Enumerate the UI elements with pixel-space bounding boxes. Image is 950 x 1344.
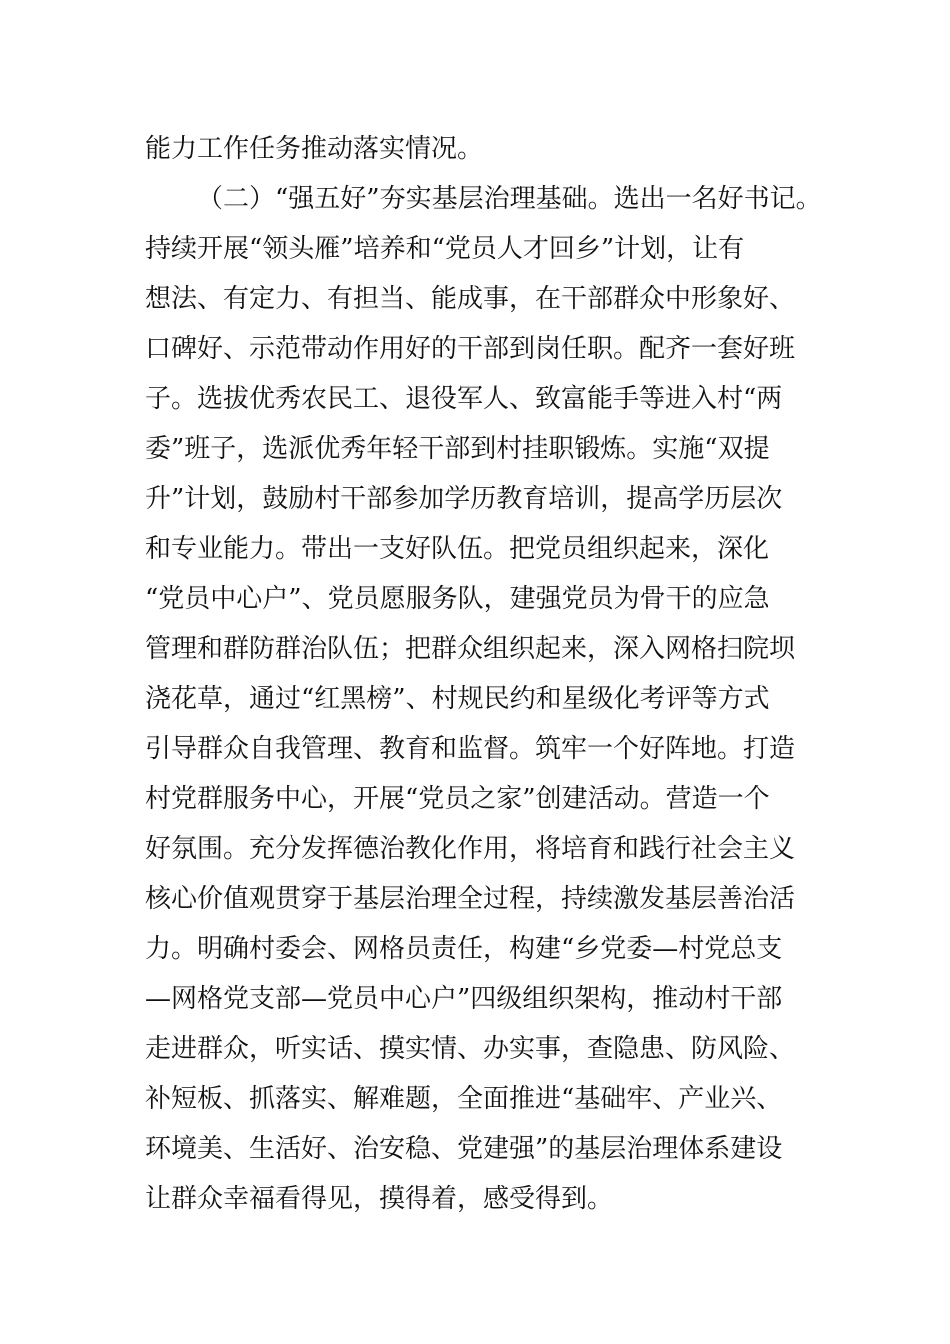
text-line: —网格党支部—党员中心户”四级组织架构，推动村干部 xyxy=(145,984,783,1014)
text-line: 走进群众，听实话、摸实情、办实事，查隐患、防风险、 xyxy=(145,1034,796,1064)
text-line: 让群众幸福看得见，摸得着，感受得到。 xyxy=(145,1184,614,1214)
text-line: 补短板、抓落实、解难题，全面推进“基础牢、产业兴、 xyxy=(145,1084,783,1114)
text-line: 浇花草，通过“红黑榜”、村规民约和星级化考评等方式 xyxy=(145,684,770,714)
text-line: 管理和群防群治队伍；把群众组织起来，深入网格扫院坝 xyxy=(145,634,796,664)
text-line: 引导群众自我管理、教育和监督。筑牢一个好阵地。打造 xyxy=(145,734,796,764)
text-line: 能力工作任务推动落实情况。 xyxy=(145,134,484,164)
text-line: 环境美、生活好、治安稳、党建强”的基层治理体系建设 xyxy=(145,1134,783,1164)
text-line: 升”计划，鼓励村干部参加学历教育培训，提高学历层次 xyxy=(145,484,783,514)
text-line: 持续开展“领头雁”培养和“党员人才回乡”计划，让有 xyxy=(145,234,745,264)
text-line: 想法、有定力、有担当、能成事，在干部群众中形象好、 xyxy=(145,284,796,314)
text-line: 力。明确村委会、网格员责任，构建“乡党委—村党总支 xyxy=(145,934,783,964)
text-line: “党员中心户”、党员愿服务队，建强党员为骨干的应急 xyxy=(145,584,770,614)
text-line: 和专业能力。带出一支好队伍。把党员组织起来，深化 xyxy=(145,534,770,564)
text-line: （二）“强五好”夯实基层治理基础。选出一名好书记。 xyxy=(197,184,822,214)
text-line: 好氛围。充分发挥德治教化作用，将培育和践行社会主义 xyxy=(145,834,796,864)
document-body xyxy=(145,124,845,1224)
text-line: 口碑好、示范带动作用好的干部到岗任职。配齐一套好班 xyxy=(145,334,796,364)
text-line: 核心价值观贯穿于基层治理全过程，持续激发基层善治活 xyxy=(145,884,796,914)
text-line: 子。选拔优秀农民工、退役军人、致富能手等进入村“两 xyxy=(145,384,783,414)
text-line: 村党群服务中心，开展“党员之家”创建活动。营造一个 xyxy=(145,784,770,814)
text-line: 委”班子，选派优秀年轻干部到村挂职锻炼。实施“双提 xyxy=(145,434,770,464)
